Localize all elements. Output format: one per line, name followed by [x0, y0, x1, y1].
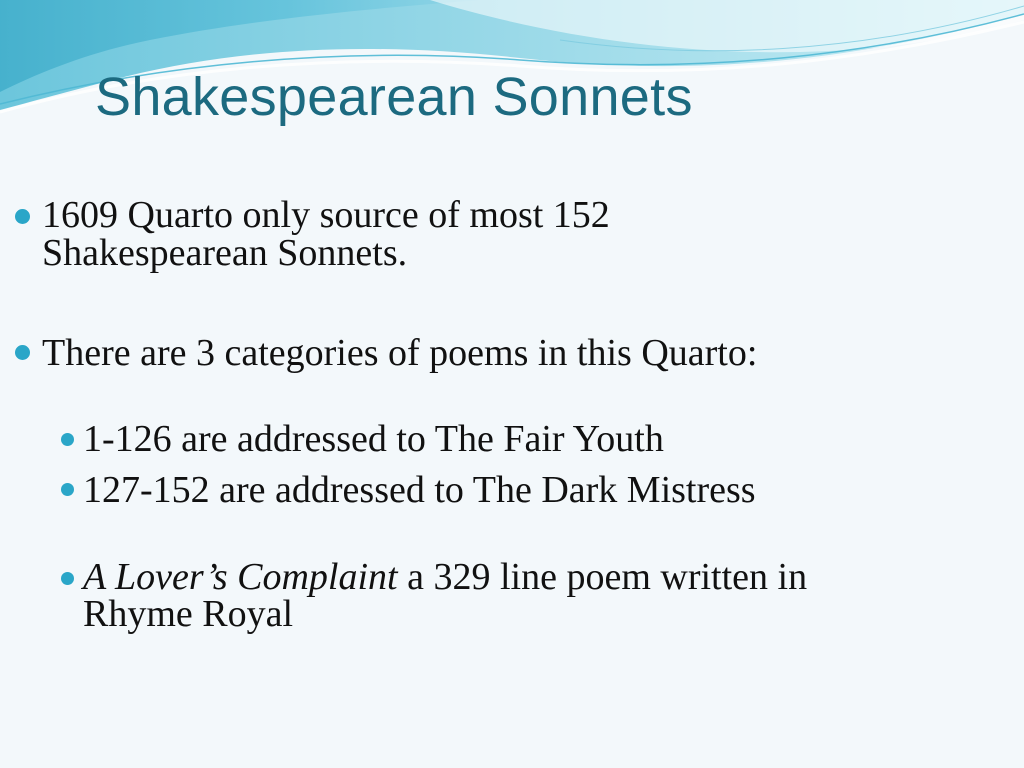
poem-description: a 329 line poem written in Rhyme Royal: [83, 556, 808, 635]
bullet-text: There are 3 categories of poems in this Quarto:: [42, 332, 758, 374]
bullet-dot-icon: [15, 345, 30, 360]
sub-bullet-text: 1-126 are addressed to The Fair Youth: [83, 418, 664, 460]
sub-bullet-text: [83, 556, 813, 635]
poem-title: A Lover’s Complaint: [83, 556, 398, 598]
sub-bullet-dot-icon: [61, 572, 74, 585]
slide-title: Shakespearean Sonnets: [95, 67, 693, 127]
sub-bullet-dot-icon: [61, 433, 74, 446]
bullet-text: 1609 Quarto only source of most 152 Shakespearean Sonnets.: [42, 194, 610, 274]
sub-bullet-dot-icon: [61, 483, 74, 496]
sub-bullet-text: 127-152 are addressed to The Dark Mistress: [83, 469, 756, 511]
bullet-dot-icon: [15, 209, 30, 224]
